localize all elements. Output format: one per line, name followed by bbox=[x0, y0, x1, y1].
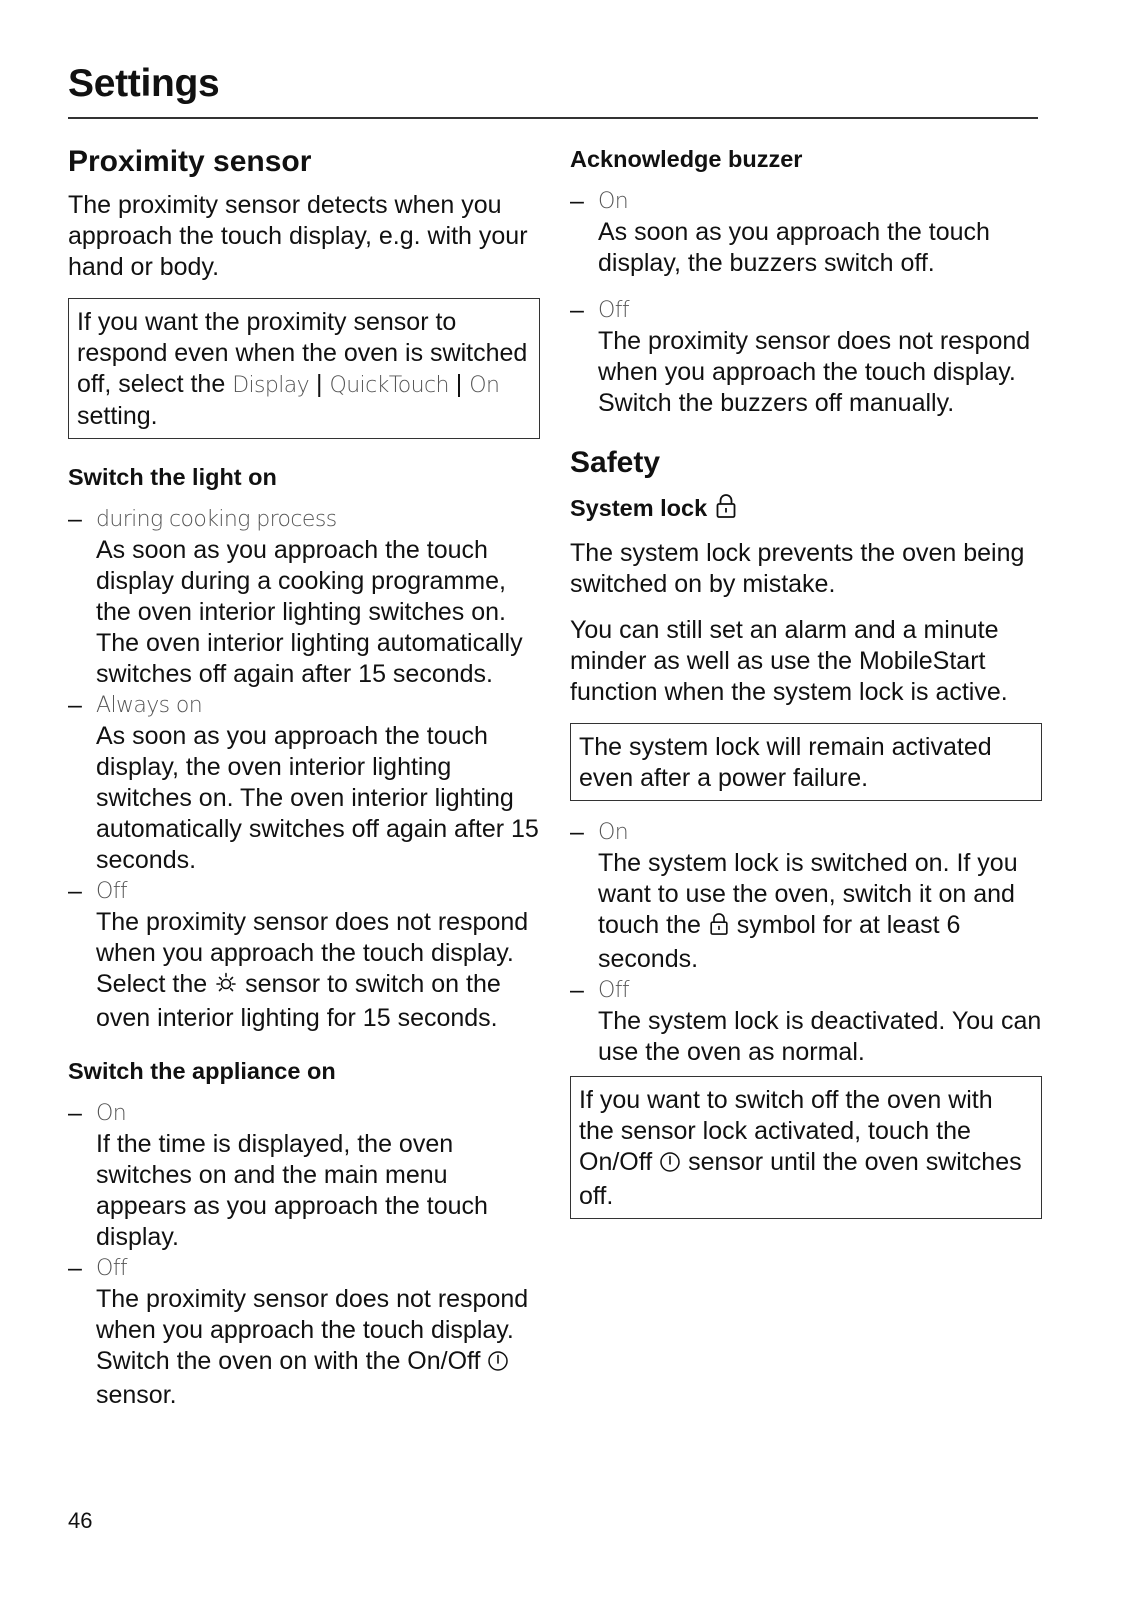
proximity-sensor-intro: The proximity sensor detects when you approach the touch display, e.g. with your hand or body. bbox=[68, 191, 528, 281]
option-label: Off bbox=[96, 879, 128, 904]
system-lock-title: System lock bbox=[570, 495, 708, 521]
system-lock-heading bbox=[570, 493, 1042, 527]
option-label: Off bbox=[598, 978, 630, 1003]
option-label: On bbox=[598, 189, 629, 214]
light-options-list bbox=[68, 504, 540, 1034]
note-text-after: setting. bbox=[77, 402, 158, 430]
list-item bbox=[68, 876, 540, 1034]
menu-path-on: On bbox=[469, 373, 500, 398]
dash-bullet: – bbox=[68, 691, 82, 719]
dash-bullet: – bbox=[68, 505, 82, 533]
option-text-after: symbol for at least 6 seconds. bbox=[598, 911, 961, 973]
left-column bbox=[68, 140, 540, 1411]
buzzer-options-list bbox=[570, 186, 1042, 419]
option-text-before: The proximity sensor does not respond when you approach the touch display. Select the bbox=[96, 908, 529, 998]
menu-path-separator: | bbox=[448, 370, 470, 398]
dash-bullet: – bbox=[570, 296, 584, 324]
list-item bbox=[570, 186, 1042, 279]
system-lock-para1: The system lock prevents the oven being switched on by mistake. bbox=[570, 539, 1025, 598]
switch-appliance-heading: Switch the appliance on bbox=[68, 1058, 336, 1084]
option-description: As soon as you approach the touch display, the oven interior lighting switches on. The oven interior lighting automatically switches off again after 15 seconds. bbox=[96, 722, 539, 874]
option-label: On bbox=[598, 820, 629, 845]
system-lock-para2: You can still set an alarm and a minute minder as well as use the MobileStart function when the system lock is active. bbox=[570, 616, 1008, 706]
option-description: If the time is displayed, the oven switches on and the main menu appears as you approach the touch display. bbox=[96, 1130, 488, 1251]
lock-icon bbox=[708, 912, 730, 944]
right-column bbox=[570, 140, 1042, 1219]
list-item bbox=[68, 1098, 540, 1253]
power-failure-note-box: The system lock will remain activated even after a power failure. bbox=[570, 723, 1042, 801]
page-number: 46 bbox=[68, 1508, 93, 1533]
option-description: The proximity sensor does not respond when you approach the touch display. Switch the buzzers off manually. bbox=[598, 327, 1031, 417]
option-label: On bbox=[96, 1101, 127, 1126]
dash-bullet: – bbox=[68, 1099, 82, 1127]
dash-bullet: – bbox=[68, 877, 82, 905]
list-item bbox=[570, 295, 1042, 419]
proximity-note-box bbox=[68, 298, 540, 439]
option-description bbox=[96, 1284, 540, 1411]
switch-light-heading: Switch the light on bbox=[68, 464, 277, 490]
appliance-options-list bbox=[68, 1098, 540, 1411]
option-text-after: sensor to switch on the oven interior lighting for 15 seconds. bbox=[96, 970, 501, 1032]
list-item bbox=[68, 504, 540, 690]
option-description bbox=[598, 848, 1042, 975]
acknowledge-buzzer-heading: Acknowledge buzzer bbox=[570, 146, 803, 172]
proximity-sensor-heading: Proximity sensor bbox=[68, 145, 312, 178]
power-icon bbox=[487, 1349, 509, 1380]
option-description: As soon as you approach the touch display during a cooking programme, the oven interior lighting switches on. The oven interior lighting automatically switches off again after 15 seconds. bbox=[96, 536, 523, 688]
menu-path-quicktouch: QuickTouch bbox=[329, 373, 449, 398]
lock-icon bbox=[714, 493, 738, 527]
power-icon bbox=[659, 1150, 681, 1181]
menu-path-display: Display bbox=[232, 373, 310, 398]
list-item bbox=[570, 817, 1042, 975]
sensor-lock-note-box bbox=[570, 1076, 1042, 1219]
dash-bullet: – bbox=[570, 976, 584, 1004]
list-item bbox=[570, 975, 1042, 1068]
note-text-before: If you want the proximity sensor to respond even when the oven is switched off, select the bbox=[77, 308, 528, 398]
light-icon bbox=[214, 971, 238, 1003]
option-label: during cooking process bbox=[96, 507, 337, 532]
list-item bbox=[68, 1253, 540, 1411]
dash-bullet: – bbox=[570, 187, 584, 215]
option-text-before: The system lock is switched on. If you want to use the oven, switch it on and touch the bbox=[598, 849, 1018, 939]
option-text-after: sensor. bbox=[96, 1381, 177, 1409]
option-label: Off bbox=[96, 1256, 128, 1281]
header-divider bbox=[68, 117, 1038, 119]
option-text-before: The proximity sensor does not respond when you approach the touch display. Switch the oven on with the On/Off bbox=[96, 1285, 529, 1375]
menu-path-separator: | bbox=[309, 370, 330, 398]
system-lock-options-list bbox=[570, 817, 1042, 1068]
option-description: As soon as you approach the touch display, the buzzers switch off. bbox=[598, 218, 990, 277]
dash-bullet: – bbox=[68, 1254, 82, 1282]
option-description: The system lock is deactivated. You can use the oven as normal. bbox=[598, 1007, 1042, 1066]
option-description bbox=[96, 907, 540, 1034]
dash-bullet: – bbox=[570, 818, 584, 846]
safety-heading: Safety bbox=[570, 446, 661, 479]
note-text-before: If you want to switch off the oven with the sensor lock activated, touch the On/Off bbox=[579, 1086, 993, 1176]
option-label: Always on bbox=[96, 693, 203, 718]
option-label: Off bbox=[598, 298, 630, 323]
note-text-after: sensor until the oven switches off. bbox=[579, 1148, 1022, 1210]
page-title: Settings bbox=[68, 62, 220, 105]
list-item bbox=[68, 690, 540, 876]
